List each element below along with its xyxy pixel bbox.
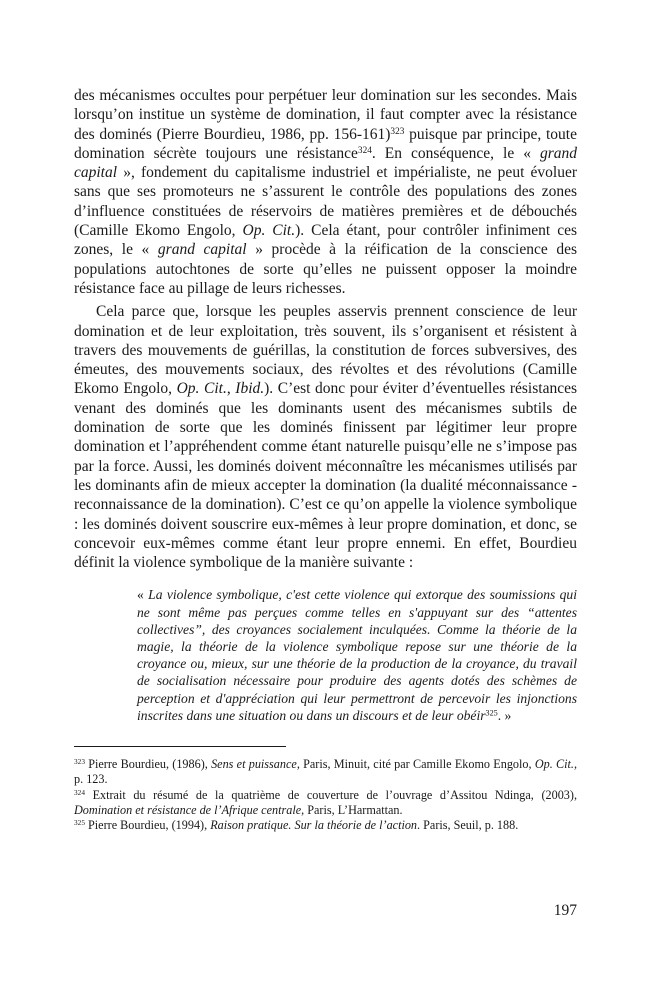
page: [74, 86, 577, 834]
emphasis: Sens et puissance: [211, 757, 297, 772]
footnote-325: [74, 818, 577, 833]
quote-open-mark: «: [137, 587, 149, 603]
footnote-324: [74, 788, 577, 819]
text-run: puisque par principe, toute domination sécrète toujours une résistance: [74, 125, 577, 162]
emphasis: Op. Cit.: [534, 757, 574, 772]
footnote-323: [74, 757, 577, 788]
text-run: ,: [226, 380, 236, 398]
body-text: [74, 86, 577, 572]
footnote-number: 323: [74, 757, 85, 767]
text-run: Extrait du résumé de la quatrième de couverture de l’ouvrage d’Assitou Ndinga, (2003),: [84, 787, 577, 802]
footnote-ref-325[interactable]: 325: [485, 708, 498, 718]
footnote-ref-324[interactable]: 324: [357, 145, 372, 156]
emphasis: grand capital: [157, 241, 247, 259]
emphasis: Ibid.: [235, 380, 265, 398]
emphasis: Op. Cit.: [242, 222, 296, 240]
block-quote: [137, 586, 577, 724]
text-run: Cela parce que, lorsque les peuples asservis prennent conscience de leur domination et de leur exploitation, très souvent, ils s’organisent et résistent à travers des mouvements de guérillas, la constitution de forces subversives, des émeutes, des mouvements sociaux, des révoltes et des révolutions (Camille Ekomo Engolo,: [74, 303, 577, 398]
footnote-ref-323[interactable]: 323: [390, 126, 405, 137]
text-run: Pierre Bourdieu, (1986),: [84, 757, 212, 772]
emphasis: Domination et résistance de l’Afrique centrale: [74, 802, 302, 817]
text-run: Pierre Bourdieu, (1994),: [84, 818, 211, 833]
quote-text: La violence symbolique, c'est cette violence qui extorque des soumissions qui ne sont même pas perçues comme telles en s'appuyant sur des “attentes collectives”, des croyances socialement inculquées. Comme la théorie de la magie, la théorie de la violence symbolique repose sur une théorie de la croyance ou, mieux, sur une théorie de la production de la croyance, du travail de socialisation nécessaire pour produire des agents dotés des schèmes de perception et d'appréciation qui leur permettront de percevoir les injonctions inscrites dans une situation ou dans un discours et de leur obéir: [137, 587, 577, 723]
text-run: , p. 123.: [74, 757, 578, 787]
paragraph-1: [74, 86, 577, 298]
text-run: , Paris, L’Harmattan.: [301, 802, 403, 817]
footnotes: [74, 757, 577, 833]
text-run: », fondement du capitalisme industriel et impérialiste, ne peut évoluer sans que ses promoteurs ne s’assurent le contrôle des populations des zones d’influence constituées de réservoirs de matières premières et de débouchés (Camille Ekomo Engolo,: [74, 164, 577, 240]
text-run: . En conséquence, le «: [371, 144, 540, 162]
footnote-divider: [74, 746, 286, 747]
page-number: 197: [553, 902, 577, 919]
text-run: » procède à la réification de la conscience des populations autochtones de sorte qu’elles ne puissent opposer la moindre résistance face au pillage de leurs richesses.: [74, 241, 577, 297]
emphasis: Op. Cit.: [176, 380, 227, 398]
emphasis: grand capital: [74, 144, 577, 182]
footnote-number: 324: [74, 787, 85, 797]
text-run: , Paris, Minuit, cité par Camille Ekomo Engolo,: [296, 757, 535, 772]
footnote-number: 325: [74, 818, 85, 828]
emphasis: Raison pratique. Sur la théorie de l’action: [210, 818, 418, 833]
text-run: ). Cela étant, pour contrôler infiniment ces zones, le «: [74, 222, 577, 259]
quote-close-mark: . »: [497, 707, 512, 723]
paragraph-2: [74, 302, 577, 572]
text-run: des mécanismes occultes pour perpétuer leur domination sur les secondes. Mais lorsqu’on institue un système de domination, il faut compter avec la résistance des dominés (Pierre Bourdieu, 1986, pp. 156-161): [74, 87, 577, 143]
text-run: . Paris, Seuil, p. 188.: [417, 818, 519, 833]
text-run: ). C’est donc pour éviter d’éventuelles résistances venant des dominés que les dominants usent des mécanismes subtils de domination de sorte que les dominés finissent par légitimer leur propre domination et l’appréhendent comme étant naturelle puisqu’elle ne s’impose pas par la force. Aussi, les dominés doivent méconnaître les mécanismes utilisés par les dominants afin de mieux accepter la domination (la dualité méconnaissance - reconnaissance de la domination). C’est ce qu’on appelle la violence symbolique : les dominés doivent souscrire eux-mêmes à leur propre domination, et donc, se concevoir eux-mêmes comme étant leur propre ennemi. En effet, Bourdieu définit la violence symbolique de la manière suivante :: [74, 380, 577, 572]
